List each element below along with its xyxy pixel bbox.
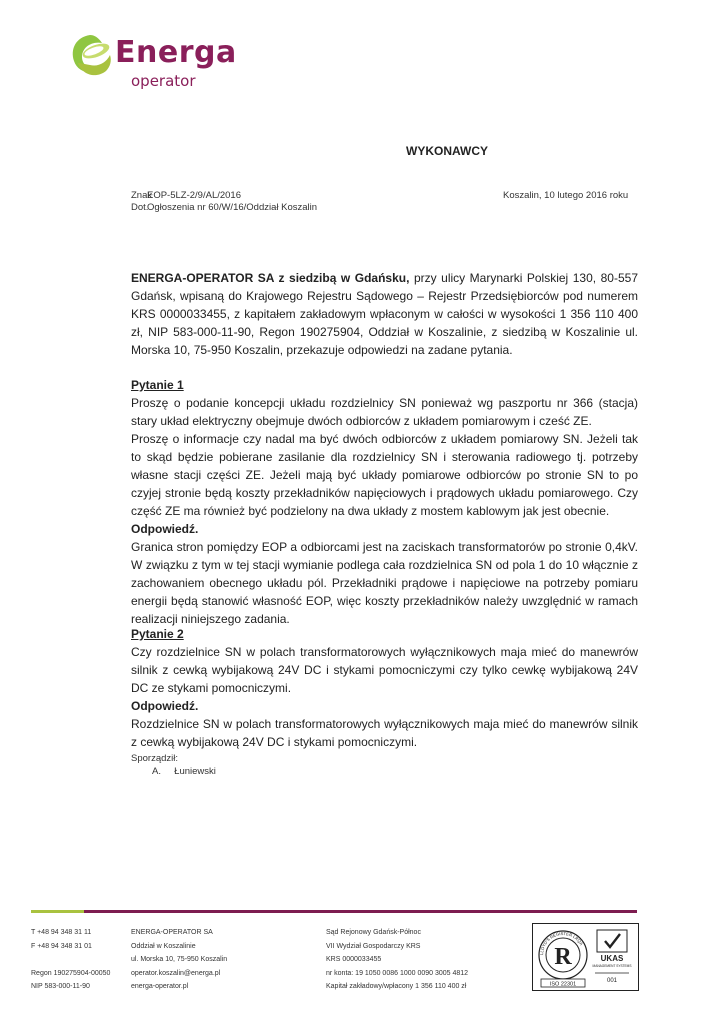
question-1-text-2: Proszę o informacje czy nadal ma być dwóch odbiorców z układem pomiarowy SN. Jeżeli tak to skąd będzie pobierane zasilanie dla rozdzielnicy SN i sterowania radiowego tj. potrzeby własne stacji części ZE. Jeżeli mają być układy pomiarowe odbiorców po stronie SN to po czyjej stronie będą koszty przekładników napięciowych i prądowych układu pomiarowego. Czy część ZE ma również być podzielony na dwa układy z mostem kablowym jak jest obecnie. bbox=[131, 432, 638, 518]
footer-contact-column bbox=[31, 926, 110, 994]
certification-box bbox=[532, 923, 639, 991]
company-name: ENERGA-OPERATOR SA z siedzibą w Gdańsku, bbox=[131, 271, 410, 285]
footer-spacer bbox=[31, 953, 110, 967]
lrqa-r-icon: R bbox=[554, 944, 572, 970]
signature-name: A. Łuniewski bbox=[152, 766, 216, 777]
iso-label: ISO 22301 bbox=[549, 981, 577, 988]
ukas-number: 001 bbox=[606, 978, 618, 984]
footer-nip: NIP 583-000-11-90 bbox=[31, 983, 90, 990]
answer-1-label: Odpowiedź. bbox=[131, 522, 199, 536]
question-2-title: Pytanie 2 bbox=[131, 627, 184, 641]
footer-legal-column bbox=[326, 926, 468, 994]
question-1-text-1: Proszę o podanie koncepcji układu rozdzielnicy SN ponieważ wg paszportu nr 366 (stacja) stary układ elektryczny obejmuje dwóch odbiorców z układem pomiarowym i cześć ZE. bbox=[131, 396, 638, 428]
ukas-label: UKAS bbox=[600, 954, 624, 963]
answer-2-text: Rozdzielnice SN w polach transformatorowych wyłącznikowych maja mieć do manewrów silnik z cewką wybijakową 24V DC i stykami pomocniczymi. bbox=[131, 717, 638, 749]
footer-accent-purple bbox=[84, 910, 637, 913]
footer-website[interactable]: energa-operator.pl bbox=[131, 983, 189, 990]
znak-label: Znak bbox=[131, 190, 153, 201]
lrqa-ring-text: LLOYD'S REGISTER LRQA bbox=[538, 930, 585, 956]
footer-company: ENERGA-OPERATOR SA bbox=[131, 929, 213, 936]
footer-branch: Oddział w Koszalinie bbox=[131, 942, 196, 950]
question-2-section bbox=[131, 625, 638, 751]
footer-capital: Kapitał zakładowy/wpłacony 1 356 110 400 zł bbox=[326, 983, 467, 990]
page-title: WYKONAWCY bbox=[406, 144, 488, 158]
dot-value: Ogłoszenia nr 60/W/16/Oddział Koszalin bbox=[147, 202, 318, 213]
answer-2-label: Odpowiedź. bbox=[131, 699, 199, 713]
footer-accent-green bbox=[31, 910, 84, 913]
question-1-section bbox=[131, 376, 638, 628]
footer-krs: KRS 0000033455 bbox=[326, 956, 382, 963]
footer-address-column bbox=[131, 926, 227, 994]
place-date: Koszalin, 10 lutego 2016 roku bbox=[503, 190, 629, 201]
footer-court: Sąd Rejonowy Gdańsk-Północ bbox=[326, 929, 421, 936]
footer-phone: T +48 94 348 31 11 bbox=[31, 929, 92, 936]
brand-name: Energa bbox=[115, 35, 237, 70]
footer-street: ul. Morska 10, 75-950 Koszalin bbox=[131, 956, 228, 963]
footer-division: VII Wydział Gospodarczy KRS bbox=[326, 942, 421, 950]
dot-label: Dot. bbox=[131, 202, 149, 213]
question-2-text: Czy rozdzielnice SN w polach transformatorowych wyłącznikowych maja mieć do manewrów silnik z cewką wybijakową 24V DC i stykami pomocniczymi czy tylko cewkę wybijakową 24V DC ze stykami pomocniczymi. bbox=[131, 645, 638, 695]
znak-value: EOP-5LZ-2/9/AL/2016 bbox=[147, 190, 241, 201]
intro-text: przy ulicy Marynarki Polskiej 130, 80-557 Gdańsk, wpisaną do Krajowego Rejestru Sądowego – Rejestr Przedsiębiorców pod numerem KRS 0000033455, z kapitałem zakładowym wpłaconym w całości w wysokości 1 356 110 400 zł, NIP 583-000-11-90, Regon 190275904, Oddział w Koszalinie, z siedzibą w Koszalinie ul. Morska 10, 75-950 Koszalin, przekazuje odpowiedzi na zadane pytania. bbox=[131, 271, 638, 357]
footer-fax: F +48 94 348 31 01 bbox=[31, 942, 92, 950]
ukas-sub: MANAGEMENT SYSTEMS bbox=[592, 964, 632, 968]
question-1-title: Pytanie 1 bbox=[131, 378, 184, 392]
certification-graphics bbox=[533, 924, 638, 990]
brand-subtitle: operator bbox=[131, 72, 196, 90]
intro-paragraph bbox=[131, 269, 638, 359]
footer-account: nr konta: 19 1050 0086 1000 0090 3005 4812 bbox=[326, 969, 469, 977]
footer-email[interactable]: operator.koszalin@energa.pl bbox=[131, 969, 221, 977]
answer-1-text: Granica stron pomiędzy EOP a odbiorcami jest na zaciskach transformatorów po stronie 0,4kV. W związku z tym w tej stacji wymianie podlega cała rozdzielnica SN od pola 1 do 10 włącznie z zachowaniem obecnego układu pól. Przekładniki prądowe i napięciowe na potrzeby pomiaru energii będą stanowić własność EOP, więc koszty przekładników należy uwzględnić w ramach realizacji niniejszego zadania. bbox=[131, 540, 638, 626]
footer-regon: Regon 190275904-00050 bbox=[31, 969, 111, 977]
signature-label: Sporządził: bbox=[131, 753, 178, 764]
